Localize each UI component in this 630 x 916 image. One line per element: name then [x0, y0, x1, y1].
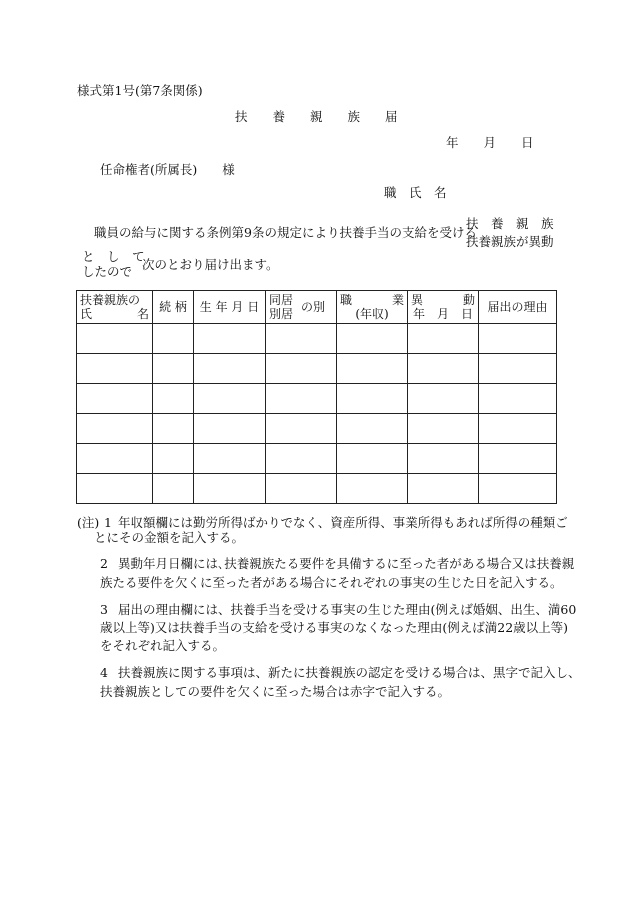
cell-birth-date[interactable]: [194, 354, 266, 384]
cell-change-date[interactable]: [408, 354, 479, 384]
notes-label: (注): [77, 515, 100, 530]
cell-change-date[interactable]: [408, 384, 479, 414]
table-row: [77, 444, 557, 474]
cell-birth-date[interactable]: [194, 444, 266, 474]
form-number: 様式第1号(第7条関係): [77, 83, 203, 98]
addressee: 任命権者(所属長) 様: [100, 162, 235, 177]
cell-occupation[interactable]: [337, 354, 408, 384]
note-1-line-1: 年収額欄には勤労所得ばかりでなく、資産所得、事業所得もあれば所得の種類ご: [118, 515, 568, 530]
note-4-number: 4: [100, 665, 108, 680]
cell-reason[interactable]: [479, 384, 557, 414]
cell-change-date[interactable]: [408, 444, 479, 474]
cell-occupation[interactable]: [337, 444, 408, 474]
table-row: [77, 354, 557, 384]
table-row: [77, 384, 557, 414]
cell-change-date[interactable]: [408, 474, 479, 504]
cell-relation[interactable]: [153, 414, 194, 444]
note-2-line-1: 異動年月日欄には､扶養親族たる要件を具備するに至った者がある場合又は扶養親: [118, 556, 575, 571]
cell-birth-date[interactable]: [194, 414, 266, 444]
cell-cohabitation[interactable]: [266, 414, 337, 444]
cell-name[interactable]: [77, 384, 153, 414]
cell-relation[interactable]: [153, 354, 194, 384]
cell-relation[interactable]: [153, 384, 194, 414]
cell-name[interactable]: [77, 474, 153, 504]
cell-birth-date[interactable]: [194, 384, 266, 414]
table-header-row: [77, 291, 557, 324]
cell-change-date[interactable]: [408, 414, 479, 444]
header-cohabitation: 同居 別居 の別: [266, 291, 337, 324]
cell-birth-date[interactable]: [194, 324, 266, 354]
staff-name-label: 職 氏 名: [384, 185, 447, 200]
cell-relation[interactable]: [153, 324, 194, 354]
note-2-line-2: 族たる要件を欠くに至った者がある場合にそれぞれの事実の生じた日を記入する。: [100, 575, 563, 590]
cell-cohabitation[interactable]: [266, 474, 337, 504]
statement-option-2: 扶養親族が異動: [466, 234, 554, 249]
cell-reason[interactable]: [479, 324, 557, 354]
cell-change-date[interactable]: [408, 324, 479, 354]
cell-occupation[interactable]: [337, 474, 408, 504]
cell-relation[interactable]: [153, 474, 194, 504]
note-4-line-2: 扶養親族としての要件を欠くに至った場合は赤字で記入する。: [100, 684, 451, 699]
header-birth-date: 生 年 月 日: [194, 291, 266, 324]
note-1-line-2: とにその金額を記入する。: [94, 530, 245, 545]
header-occupation: 職 業 (年収): [337, 291, 408, 324]
date-line: 年 月 日: [446, 135, 534, 150]
cell-cohabitation[interactable]: [266, 354, 337, 384]
note-1-number: 1: [104, 515, 112, 530]
cell-occupation[interactable]: [337, 414, 408, 444]
cell-name[interactable]: [77, 414, 153, 444]
cell-name[interactable]: [77, 444, 153, 474]
note-3-line-2: 歳以上等)又は扶養手当の支給を受ける事実のなくなった理由(例えば満22歳以上等): [100, 620, 569, 635]
cell-occupation[interactable]: [337, 384, 408, 414]
table-row: [77, 324, 557, 354]
statement-option-1: 扶 養 親 族: [466, 216, 554, 231]
statement-ending: 次のとおり届け出ます。: [142, 257, 279, 272]
note-3-line-3: をそれぞれ記入する。: [100, 638, 226, 653]
dependents-table: [76, 290, 557, 504]
cell-occupation[interactable]: [337, 324, 408, 354]
header-change-date: 異 動 年 月 日: [408, 291, 479, 324]
note-3-line-1: 届出の理由欄には、扶養手当を受ける事実の生じた理由(例えば婚姻、出生、満60: [118, 602, 577, 617]
note-4-line-1: 扶養親族に関する事項は、新たに扶養親族の認定を受ける場合は、黒字で記入し、: [118, 665, 581, 680]
table-row: [77, 474, 557, 504]
table-row: [77, 414, 557, 444]
cell-relation[interactable]: [153, 444, 194, 474]
statement-suffix-2: したので: [82, 264, 133, 279]
cell-cohabitation[interactable]: [266, 444, 337, 474]
statement-main: 職員の給与に関する条例第9条の規定により扶養手当の支給を受ける: [94, 225, 477, 240]
cell-name[interactable]: [77, 354, 153, 384]
cell-reason[interactable]: [479, 354, 557, 384]
cell-name[interactable]: [77, 324, 153, 354]
note-2-number: 2: [100, 556, 108, 571]
cell-reason[interactable]: [479, 444, 557, 474]
cell-reason[interactable]: [479, 474, 557, 504]
cell-cohabitation[interactable]: [266, 324, 337, 354]
header-dependent-name: 扶養親族の 氏 名: [77, 291, 153, 324]
note-3-number: 3: [100, 602, 108, 617]
header-relation: 続 柄: [153, 291, 194, 324]
cell-birth-date[interactable]: [194, 474, 266, 504]
page-title: 扶 養 親 族 届: [235, 109, 398, 124]
header-reason: 届出の理由: [479, 291, 557, 324]
cell-reason[interactable]: [479, 414, 557, 444]
statement-suffix-1: と し て: [82, 249, 145, 264]
cell-cohabitation[interactable]: [266, 384, 337, 414]
